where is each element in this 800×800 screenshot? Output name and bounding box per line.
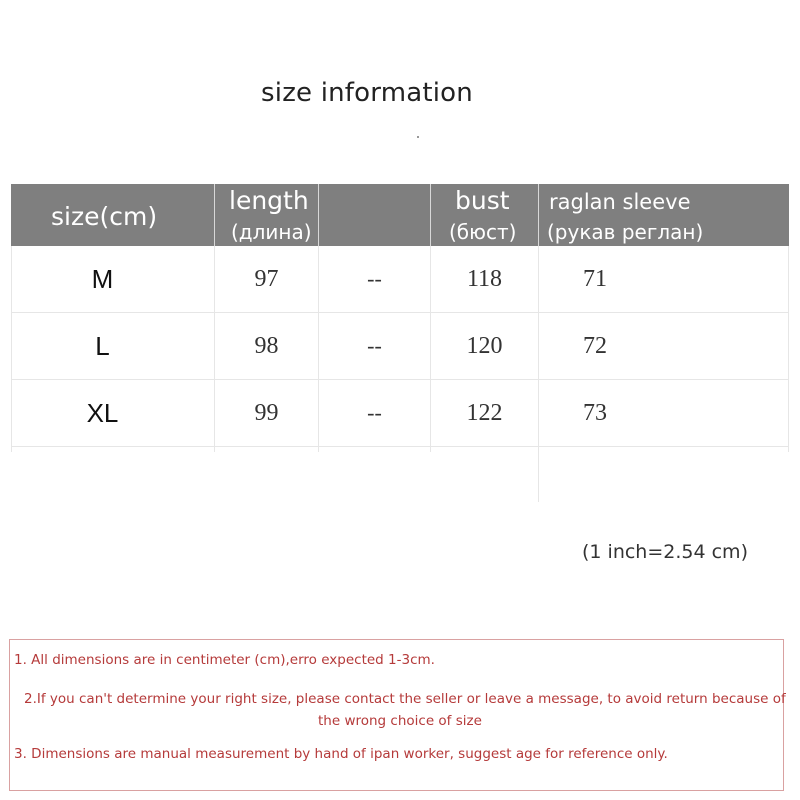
note-line: the wrong choice of size [318, 713, 482, 729]
cell-length: 98 [254, 332, 279, 359]
cell-sleeve: 73 [583, 399, 607, 426]
column-divider [214, 246, 215, 452]
cell-size: XL [86, 397, 119, 428]
inch-conversion-note: (1 inch=2.54 cm) [582, 541, 748, 563]
cell-size: M [91, 263, 114, 294]
note-line: 1. All dimensions are in centimeter (cm),erro expected 1-3cm. [14, 652, 435, 668]
cell-sleeve: 71 [583, 265, 607, 292]
table-border [788, 246, 789, 452]
cell-bust: 118 [466, 265, 503, 292]
header-size [11, 184, 214, 246]
header-sleeve-label: raglan sleeve [549, 190, 691, 214]
header-length-label: length [229, 186, 309, 215]
column-divider [318, 246, 319, 452]
header-bust-label: bust [455, 186, 510, 215]
header-bust [431, 184, 538, 246]
page-title: size information [261, 78, 473, 108]
note-line: 3. Dimensions are manual measurement by hand of ipan worker, suggest age for reference only. [14, 746, 668, 762]
table-border [11, 246, 12, 452]
size-table [11, 184, 789, 460]
notes-box [9, 639, 784, 791]
cell-length: 99 [254, 399, 279, 426]
table-header [11, 184, 789, 246]
column-divider [538, 246, 539, 502]
table-row [11, 246, 789, 313]
header-sleeve [539, 184, 789, 246]
header-size-label: size(cm) [51, 202, 158, 231]
table-row [11, 380, 789, 447]
column-divider [430, 246, 431, 452]
header-length [215, 184, 318, 246]
header-length-sublabel: (длина) [231, 220, 312, 244]
cell-blank: -- [367, 333, 382, 358]
cell-bust: 122 [466, 399, 503, 426]
stray-dot [417, 136, 419, 138]
cell-blank: -- [367, 400, 382, 425]
header-sleeve-sublabel: (рукав реглан) [547, 220, 704, 244]
cell-blank: -- [367, 266, 382, 291]
cell-size: L [95, 330, 110, 361]
header-blank [319, 184, 430, 246]
note-line: 2.If you can't determine your right size, please contact the seller or leave a message, to avoid return because of [24, 691, 786, 707]
cell-length: 97 [254, 265, 279, 292]
table-row [11, 313, 789, 380]
cell-sleeve: 72 [583, 332, 607, 359]
header-bust-sublabel: (бюст) [449, 220, 517, 244]
cell-bust: 120 [466, 332, 503, 359]
